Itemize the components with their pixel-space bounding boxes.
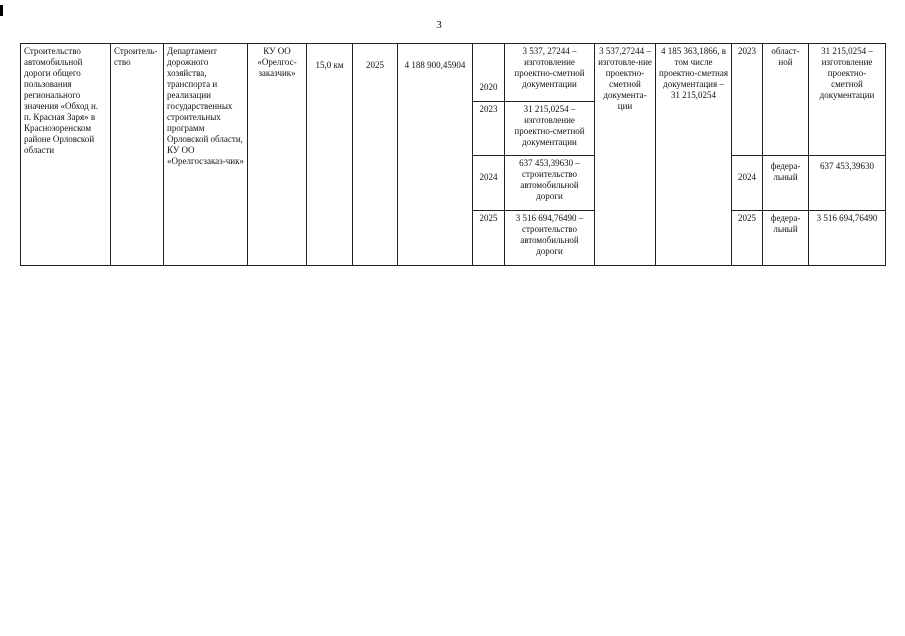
financing-year-cell: 2023	[473, 102, 505, 156]
remaining-cell: 4 185 363,1866, в том числе проектно-сметная документация – 31 215,0254	[656, 44, 732, 266]
scan-edge-mark	[0, 5, 3, 16]
total-cost-cell: 4 188 900,45904	[398, 44, 473, 266]
financing-amount-cell: 3 537, 27244 – изготовление проектно-сметной документации	[505, 44, 595, 102]
financing-year-cell: 2024	[473, 156, 505, 211]
customer-department-cell: Департамент дорожного хозяйства, транспорта и реализации государственных строительных программ Орловской области, КУ ОО «Орелгосзаказ-чик»	[164, 44, 248, 266]
plan-budget-cell: федера-льный	[763, 156, 809, 211]
contractor-cell: КУ ОО «Орелгос-заказчик»	[248, 44, 307, 266]
length-cell: 15,0 км	[307, 44, 353, 266]
plan-amount-cell: 637 453,39630	[809, 156, 886, 211]
plan-year-cell: 2024	[732, 156, 763, 211]
plan-amount-cell: 31 215,0254 – изготовление проектно-сметной документации	[809, 44, 886, 156]
financing-amount-cell: 31 215,0254 – изготовление проектно-сметной документации	[505, 102, 595, 156]
plan-amount-cell: 3 516 694,76490	[809, 211, 886, 266]
financing-amount-cell: 637 453,39630 – строительство автомобильной дороги	[505, 156, 595, 211]
program-table	[20, 43, 886, 266]
object-name-cell: Строительство автомобильной дороги общего пользования регионального значения «Обход н. п. Красная Заря» в Краснозоренском районе Орловской области	[21, 44, 111, 266]
page-number: 3	[436, 19, 442, 31]
plan-budget-cell: федера-льный	[763, 211, 809, 266]
financing-amount-cell: 3 516 694,76490 – строительство автомобильной дороги	[505, 211, 595, 266]
executed-cell: 3 537,27244 – изготовле-ние проектно-сметной документа-ции	[595, 44, 656, 266]
completion-year-cell: 2025	[353, 44, 398, 266]
plan-year-cell: 2025	[732, 211, 763, 266]
financing-year-cell: 2025	[473, 211, 505, 266]
plan-budget-cell: област-ной	[763, 44, 809, 156]
plan-year-cell: 2023	[732, 44, 763, 156]
work-type-cell: Строитель-ство	[111, 44, 164, 266]
financing-year-cell: 2020	[473, 44, 505, 102]
